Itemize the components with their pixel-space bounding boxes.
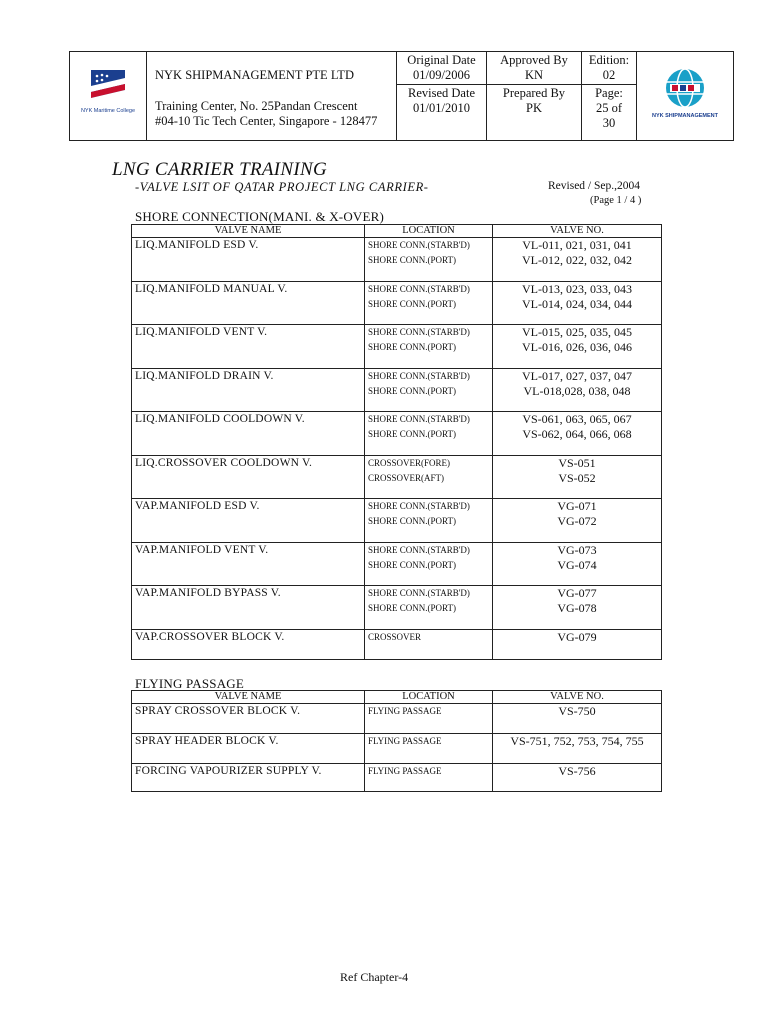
table-row	[132, 704, 662, 734]
location-line: SHORE CONN.(PORT)	[368, 255, 456, 265]
document-header	[69, 51, 734, 141]
nyk-maritime-college-logo	[70, 52, 147, 141]
table-row	[132, 764, 662, 792]
valve-location	[365, 586, 493, 630]
table-row	[132, 542, 662, 586]
company-info	[147, 52, 397, 141]
valve-number	[493, 325, 662, 369]
valve-name: LIQ.MANIFOLD ESD V.	[132, 238, 365, 282]
valve-name: LIQ.MANIFOLD COOLDOWN V.	[132, 412, 365, 456]
location-line: SHORE CONN.(STARB'D)	[368, 283, 470, 294]
valve-number	[493, 455, 662, 499]
location-line: CROSSOVER(FORE)	[368, 457, 451, 468]
company-name: NYK SHIPMANAGEMENT PTE LTD	[155, 68, 354, 82]
logo-left-text: NYK Maritime College	[80, 107, 136, 114]
valve-name: LIQ.CROSSOVER COOLDOWN V.	[132, 455, 365, 499]
valve-number-line: VS-756	[558, 764, 596, 778]
location-line: SHORE CONN.(STARB'D)	[368, 414, 470, 424]
valve-location	[365, 499, 493, 543]
valve-number-line: VL-017, 027, 037, 047	[522, 368, 632, 383]
col-header-location: LOCATION	[365, 225, 493, 238]
location-line: SHORE CONN.(PORT)	[368, 385, 456, 396]
shore-connection-table	[131, 224, 662, 660]
valve-number-line: VS-051	[558, 455, 596, 470]
location-line: SHORE CONN.(PORT)	[368, 298, 456, 309]
approved-by-value: KN	[524, 68, 544, 82]
revised-date-value: 01/01/2010	[413, 101, 470, 115]
valve-number-line: VG-077	[557, 586, 597, 600]
approved-by-label: Approved By	[500, 53, 568, 67]
footer-reference: Ref Chapter-4	[340, 970, 409, 984]
valve-number	[493, 499, 662, 543]
location-line: SHORE CONN.(PORT)	[368, 342, 456, 352]
valve-number	[493, 734, 662, 764]
valve-number-line: VL-014, 024, 034, 044	[522, 296, 632, 311]
page-label: Page:	[595, 86, 623, 100]
table-row	[132, 455, 662, 499]
original-date-label: Original Date	[407, 53, 476, 67]
valve-number-line: VS-750	[558, 704, 596, 718]
edition-value: 02	[602, 68, 616, 82]
valve-name: LIQ.MANIFOLD VENT V.	[132, 325, 365, 369]
location-line: SHORE CONN.(PORT)	[368, 559, 456, 570]
valve-location	[365, 764, 493, 792]
approved-by-cell	[487, 52, 582, 85]
valve-number	[493, 412, 662, 456]
valve-name: FORCING VAPOURIZER SUPPLY V.	[132, 764, 365, 792]
table-row	[132, 281, 662, 325]
revised-date-label: Revised Date	[408, 86, 475, 100]
prepared-by-label: Prepared By	[502, 86, 566, 100]
valve-number-line: VG-073	[557, 542, 597, 557]
valve-number	[493, 542, 662, 586]
location-line: SHORE CONN.(PORT)	[368, 429, 456, 439]
prepared-by-cell	[487, 85, 582, 141]
table-row	[132, 499, 662, 543]
valve-number-line: VL-012, 022, 032, 042	[522, 253, 632, 267]
location-line: SHORE CONN.(STARB'D)	[368, 544, 470, 555]
edition-cell	[582, 52, 637, 85]
valve-location	[365, 455, 493, 499]
table-row	[132, 325, 662, 369]
valve-number-line: VS-751, 752, 753, 754, 755	[510, 734, 644, 748]
location-line: FLYING PASSAGE	[368, 736, 442, 746]
location-line: SHORE CONN.(STARB'D)	[368, 501, 470, 511]
valve-number-line: VL-015, 025, 035, 045	[522, 325, 632, 339]
location-line: FLYING PASSAGE	[368, 766, 442, 776]
location-line: CROSSOVER(AFT)	[368, 472, 445, 483]
table-row	[132, 238, 662, 282]
col-header-valve-no: VALVE NO.	[493, 691, 662, 704]
valve-location	[365, 704, 493, 734]
logo-right-text: NYK SHIPMANAGEMENT	[651, 112, 719, 119]
flying-passage-table	[131, 690, 662, 792]
col-header-valve-name: VALVE NAME	[132, 225, 365, 238]
table-row	[132, 629, 662, 659]
valve-name: VAP.MANIFOLD VENT V.	[132, 542, 365, 586]
flying-passage-title: FLYING PASSAGE	[135, 676, 245, 691]
valve-name: VAP.CROSSOVER BLOCK V.	[132, 629, 365, 659]
prepared-by-value: PK	[526, 101, 542, 115]
valve-number	[493, 586, 662, 630]
page-note: (Page 1 / 4 )	[590, 195, 642, 206]
valve-number-line: VG-071	[557, 499, 597, 513]
valve-name: SPRAY CROSSOVER BLOCK V.	[132, 704, 365, 734]
valve-number-line: VL-013, 023, 033, 043	[522, 281, 632, 296]
valve-name: VAP.MANIFOLD ESD V.	[132, 499, 365, 543]
table-row	[132, 734, 662, 764]
valve-number	[493, 629, 662, 659]
valve-number	[493, 238, 662, 282]
valve-number-line: VS-062, 064, 066, 068	[522, 427, 632, 441]
valve-number-line: VL-011, 021, 031, 041	[522, 238, 632, 252]
valve-location	[365, 325, 493, 369]
valve-number-line: VL-018,028, 038, 048	[523, 383, 631, 398]
original-date-cell	[397, 52, 487, 85]
shore-connection-title: SHORE CONNECTION(MANI. & X-OVER)	[135, 209, 385, 224]
location-line: FLYING PASSAGE	[368, 706, 442, 716]
valve-number-line: VG-072	[557, 514, 597, 528]
location-line: SHORE CONN.(STARB'D)	[368, 588, 470, 598]
valve-name: LIQ.MANIFOLD DRAIN V.	[132, 368, 365, 412]
valve-number-line: VG-078	[557, 601, 597, 615]
address-line-1: Training Center, No. 25Pandan Crescent	[155, 99, 358, 113]
valve-number	[493, 368, 662, 412]
col-header-valve-no: VALVE NO.	[493, 225, 662, 238]
valve-location	[365, 281, 493, 325]
valve-number-line: VG-074	[557, 557, 597, 572]
table-row	[132, 586, 662, 630]
valve-location	[365, 412, 493, 456]
valve-number-line: VL-016, 026, 036, 046	[522, 340, 632, 354]
document-title: LNG CARRIER TRAINING	[112, 159, 327, 180]
valve-number-line: VG-079	[557, 629, 597, 644]
col-header-valve-name: VALVE NAME	[132, 691, 365, 704]
col-header-location: LOCATION	[365, 691, 493, 704]
page-value: 25 of	[595, 101, 623, 115]
table-row	[132, 412, 662, 456]
document-subtitle: -VALVE LSIT OF QATAR PROJECT LNG CARRIER-	[135, 180, 429, 194]
location-line: SHORE CONN.(STARB'D)	[368, 327, 470, 337]
valve-name: LIQ.MANIFOLD MANUAL V.	[132, 281, 365, 325]
location-line: SHORE CONN.(PORT)	[368, 603, 456, 613]
location-line: CROSSOVER	[368, 631, 422, 642]
valve-name: SPRAY HEADER BLOCK V.	[132, 734, 365, 764]
valve-name: VAP.MANIFOLD BYPASS V.	[132, 586, 365, 630]
address-line-2: #04-10 Tic Tech Center, Singapore - 128477	[155, 114, 378, 128]
valve-location	[365, 629, 493, 659]
revised-note: Revised / Sep.,2004	[548, 180, 640, 192]
valve-location	[365, 542, 493, 586]
valve-number	[493, 281, 662, 325]
location-line: SHORE CONN.(STARB'D)	[368, 370, 470, 381]
page-cell	[582, 85, 637, 141]
location-line: SHORE CONN.(PORT)	[368, 516, 456, 526]
valve-location	[365, 734, 493, 764]
valve-location	[365, 238, 493, 282]
valve-location	[365, 368, 493, 412]
location-line: SHORE CONN.(STARB'D)	[368, 240, 470, 250]
valve-number	[493, 764, 662, 792]
edition-label: Edition:	[588, 53, 630, 67]
original-date-value: 01/09/2006	[413, 68, 470, 82]
table-row	[132, 368, 662, 412]
page-total: 30	[602, 116, 616, 130]
nyk-shipmanagement-logo	[637, 52, 734, 141]
valve-number-line: VS-052	[558, 470, 596, 485]
valve-number-line: VS-061, 063, 065, 067	[522, 412, 632, 426]
valve-number	[493, 704, 662, 734]
revised-date-cell	[397, 85, 487, 141]
